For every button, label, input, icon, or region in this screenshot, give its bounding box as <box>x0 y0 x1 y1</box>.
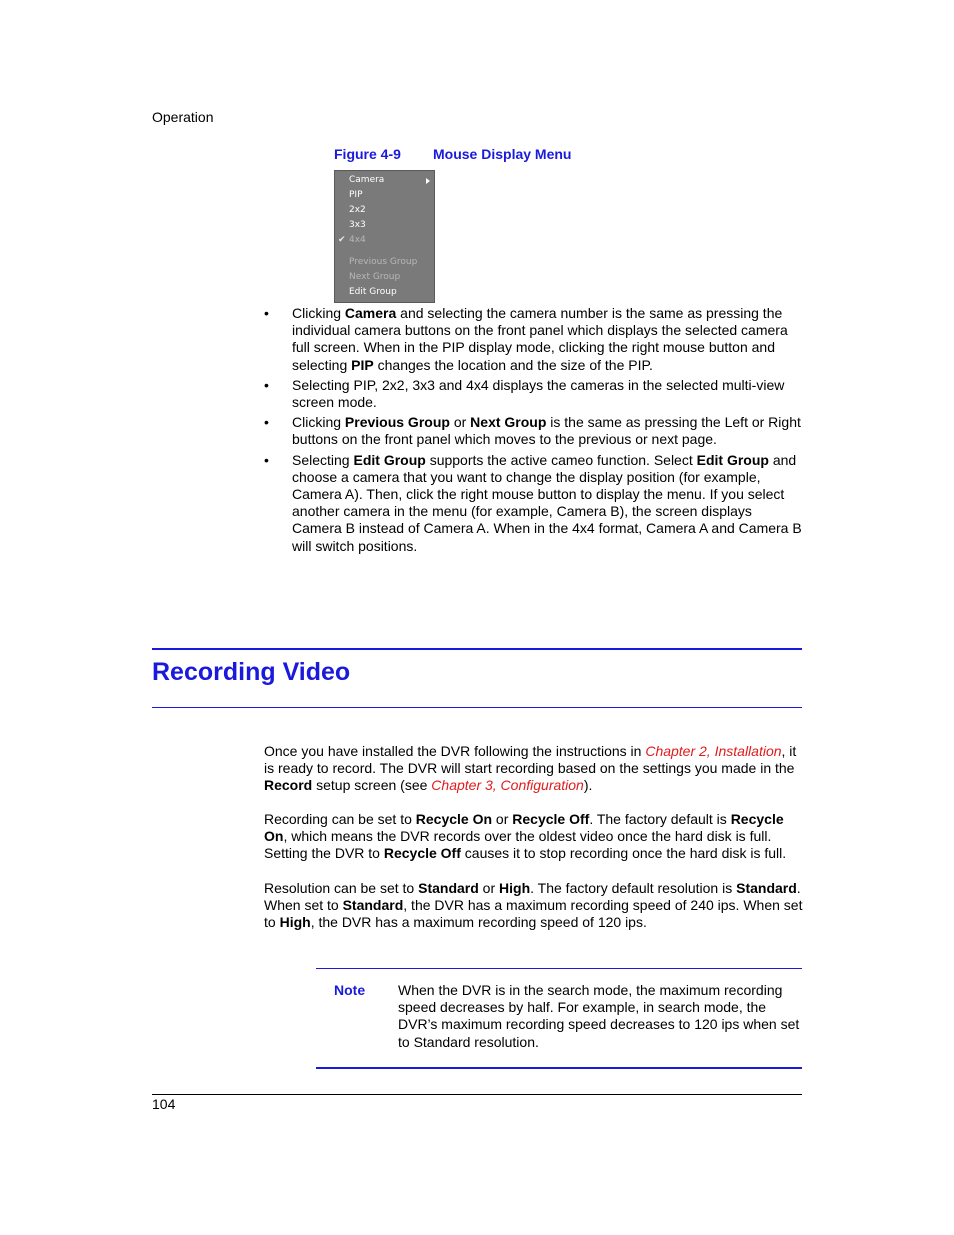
note-rule-top <box>316 968 802 969</box>
paragraph <box>264 743 804 795</box>
footer-rule <box>152 1094 802 1095</box>
text-run: Recording can be set to <box>264 811 416 827</box>
bold-term: Record <box>264 777 313 794</box>
figure-number: Figure 4-9 <box>334 146 401 162</box>
bold-term: Next Group <box>470 414 547 431</box>
section-title: Recording Video <box>152 658 351 686</box>
text-run: . The factory default resolution is <box>530 880 737 896</box>
text-run: setup screen (see <box>312 777 432 794</box>
bullet-item <box>264 414 804 448</box>
mouse-display-menu <box>334 170 435 303</box>
text-run: Clicking <box>292 305 345 321</box>
text-run: . When set to <box>264 880 801 914</box>
text-run: Once you have installed the DVR following the instructions in <box>264 743 646 759</box>
menu-item-4x4: 4x4 <box>349 235 366 245</box>
bold-term: Edit Group <box>696 451 769 468</box>
bold-term: PIP <box>351 356 374 373</box>
text-run: , the DVR has a maximum recording speed of 120 ips. <box>310 914 647 931</box>
text-run: Clicking <box>292 414 345 431</box>
menu-item-2x2: 2x2 <box>349 205 366 215</box>
bold-term: Recycle Off <box>512 811 590 827</box>
note-label: Note <box>334 982 366 998</box>
paragraph <box>264 811 804 863</box>
bold-term: Camera <box>344 305 397 321</box>
text-run: and selecting the camera number is the same as pressing the individual camera buttons on the front panel which displays the selected camera full screen. When in the PIP display mode, clicking the right mouse button and selecting <box>292 305 788 373</box>
text-run: , it is ready to record. The DVR will start recording based on the settings you made in the <box>264 743 797 777</box>
bold-term: Edit Group <box>353 451 426 468</box>
note-text: When the DVR is in the search mode, the maximum recording speed decreases by half. For example, in search mode, the DVR’s maximum recording speed decreases to 120 ips when set to Standard resolution. <box>398 982 800 1050</box>
running-header: Operation <box>152 109 214 125</box>
text-run: ). <box>583 777 593 794</box>
bold-term: Recycle On <box>264 811 784 845</box>
text-run: Resolution can be set to <box>264 880 419 896</box>
text-run: , the DVR has a maximum recording speed of 240 ips. When set to <box>264 897 803 931</box>
page-number: 104 <box>152 1096 176 1112</box>
bold-term: Standard <box>342 897 404 914</box>
text-run: Selecting PIP, 2x2, 3x3 and 4x4 displays the cameras in the selected multi-view screen mode. <box>292 376 785 411</box>
text-run: and choose a camera that you want to change the display position (for example, Camera A). Then, click the right mouse button to display the menu. If you select another camera in the menu (for example, Camera B), the screen displays Camera B instead of Camera A. When in the 4x4 format, Camera A and Camera B will switch positions. <box>292 451 802 554</box>
bold-term: Previous Group <box>344 414 450 431</box>
bold-term: Standard <box>736 880 797 896</box>
text-run: Selecting <box>292 451 354 468</box>
text-run: is the same as pressing the Left or Right buttons on the front panel which moves to the previous or next page. <box>292 414 801 448</box>
menu-item-edit-group: Edit Group <box>349 287 397 297</box>
checkmark-icon: ✔ <box>338 235 346 245</box>
bold-term: Standard <box>418 880 479 896</box>
bold-term: Recycle Off <box>383 845 461 862</box>
menu-item-pip: PIP <box>349 190 363 200</box>
text-run: or <box>478 880 500 896</box>
figure-title: Mouse Display Menu <box>433 146 572 162</box>
text-run: causes it to stop recording once the hard disk is full. <box>460 845 787 862</box>
text-run: or <box>449 414 471 431</box>
figure-caption <box>334 146 572 162</box>
text-run: . The factory default is <box>589 811 731 827</box>
text-run: changes the location and the size of the PIP. <box>373 356 653 373</box>
section-rule-bottom <box>152 707 802 708</box>
cross-reference-link[interactable]: Chapter 3, Configuration <box>431 777 584 794</box>
menu-item-3x3: 3x3 <box>349 220 366 230</box>
text-run: or <box>492 811 513 827</box>
bold-term: High <box>279 914 311 931</box>
bullet-item <box>264 452 804 555</box>
text-run: , which means the DVR records over the oldest video once the hard disk is full. Setting the DVR to <box>264 828 772 862</box>
bold-term: Recycle On <box>415 811 493 827</box>
bullet-item <box>264 305 804 374</box>
menu-item-previous-group: Previous Group <box>349 257 418 267</box>
menu-item-next-group: Next Group <box>349 272 401 282</box>
submenu-arrow-icon <box>426 178 430 184</box>
cross-reference-link[interactable]: Chapter 2, Installation <box>645 743 782 759</box>
bold-term: High <box>499 880 531 896</box>
bullet-list <box>264 305 804 558</box>
bullet-item <box>264 377 804 411</box>
paragraph <box>264 880 804 932</box>
note-rule-bottom <box>316 1067 802 1069</box>
text-run: supports the active cameo function. Select <box>425 451 697 468</box>
section-rule-top <box>152 648 802 650</box>
menu-item-camera: Camera <box>349 175 385 185</box>
